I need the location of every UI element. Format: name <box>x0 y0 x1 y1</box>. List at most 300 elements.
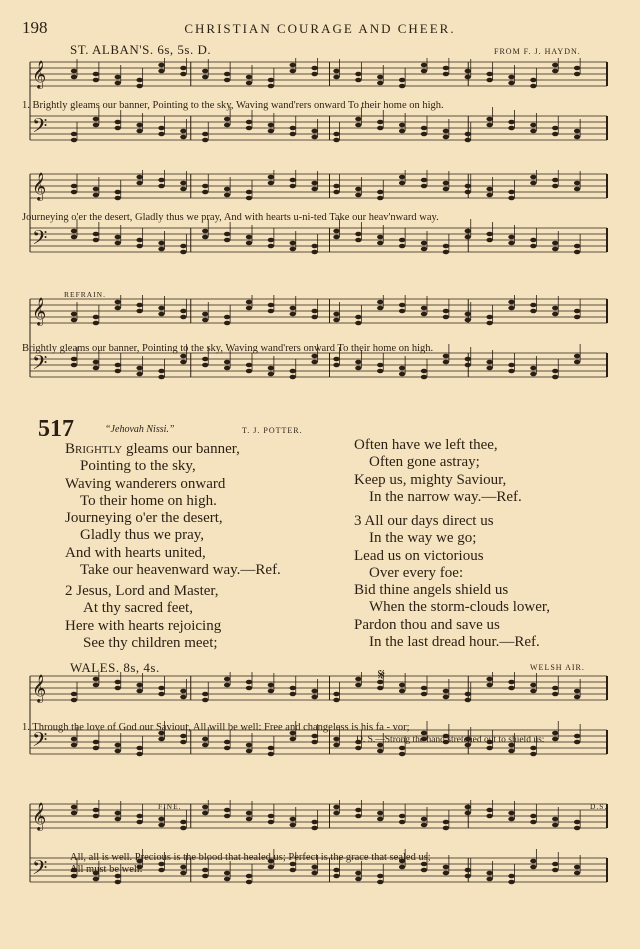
note-head <box>377 196 383 201</box>
note-head <box>180 820 186 825</box>
note-head <box>421 375 427 380</box>
note-head <box>115 235 121 240</box>
note-head <box>115 196 121 201</box>
note-head <box>180 354 186 359</box>
note-head <box>246 235 252 240</box>
note-head <box>136 820 142 825</box>
note-head <box>508 196 514 201</box>
note-head <box>180 360 186 365</box>
note-head <box>115 306 121 311</box>
note-head <box>224 683 230 688</box>
note-head <box>465 190 471 195</box>
note-head <box>158 69 164 74</box>
note-head <box>311 135 317 140</box>
note-head <box>71 811 77 816</box>
verse-line: Pointing to the sky, <box>80 458 196 475</box>
note-head <box>93 321 99 326</box>
note-head <box>136 244 142 249</box>
verse-1 <box>65 441 281 579</box>
note-head <box>399 129 405 134</box>
note-head <box>574 871 580 876</box>
note-head <box>399 244 405 249</box>
note-head <box>421 178 427 183</box>
note-head <box>290 817 296 822</box>
note-head <box>530 123 536 128</box>
note-head <box>158 306 164 311</box>
note-head <box>333 138 339 143</box>
note-head <box>202 868 208 873</box>
note-head <box>530 175 536 180</box>
note-head <box>136 309 142 314</box>
note-head <box>508 190 514 195</box>
note-head <box>246 874 252 879</box>
note-head <box>486 193 492 198</box>
note-head <box>443 181 449 186</box>
verse-line: gleams our banner, <box>125 441 240 457</box>
note-head <box>158 312 164 317</box>
note-head <box>574 66 580 71</box>
lyrics-line: Brightly gleams our banner, Pointing to the sky, Waving wand'rers onward To their home on high. <box>22 343 434 354</box>
note-head <box>246 196 252 201</box>
note-head <box>136 752 142 757</box>
note-head <box>180 66 186 71</box>
note-head <box>508 126 514 131</box>
verse-line: Bid thine angels shield us <box>354 582 509 599</box>
note-head <box>71 743 77 748</box>
note-head <box>333 69 339 74</box>
note-head <box>202 190 208 195</box>
note-head <box>224 746 230 751</box>
lyrics-line: 1. Brightly gleams our banner, Pointing to the sky, Waving wand'rers onward To their home on high. <box>22 100 444 111</box>
note-head <box>268 372 274 377</box>
note-head <box>311 820 317 825</box>
note-head <box>508 363 514 368</box>
note-head <box>71 318 77 323</box>
note-head <box>202 737 208 742</box>
note-head <box>224 871 230 876</box>
note-head <box>268 84 274 89</box>
note-head <box>290 306 296 311</box>
note-head <box>115 241 121 246</box>
verse-line: Gladly thus we pray, <box>80 527 204 544</box>
note-head <box>115 369 121 374</box>
note-head <box>268 123 274 128</box>
note-head <box>290 369 296 374</box>
note-head <box>246 241 252 246</box>
note-head <box>202 363 208 368</box>
note-head <box>115 81 121 86</box>
note-head <box>486 366 492 371</box>
note-head <box>115 75 121 80</box>
note-head <box>311 734 317 739</box>
note-head <box>93 746 99 751</box>
note-head <box>158 375 164 380</box>
note-head <box>290 132 296 137</box>
note-head <box>333 805 339 810</box>
note-head <box>224 238 230 243</box>
note-head <box>290 247 296 252</box>
note-head <box>202 229 208 234</box>
note-head <box>224 232 230 237</box>
note-head <box>246 300 252 305</box>
note-head <box>136 683 142 688</box>
treble-clef-icon: 𝄞 <box>32 297 47 325</box>
note-head <box>486 808 492 813</box>
ds-label: D.S. <box>590 802 608 811</box>
note-head <box>377 817 383 822</box>
note-head <box>180 135 186 140</box>
note-head <box>377 81 383 86</box>
note-head <box>486 746 492 751</box>
tune-name-text: WALES. <box>70 660 120 675</box>
note-head <box>486 683 492 688</box>
note-head <box>355 683 361 688</box>
tune-meter: 8s, 4s. <box>123 660 160 675</box>
note-head <box>399 683 405 688</box>
note-head <box>508 300 514 305</box>
note-head <box>115 811 121 816</box>
verse-line: In the last dread hour.—Ref. <box>369 634 540 651</box>
note-head <box>574 315 580 320</box>
note-head <box>180 740 186 745</box>
note-head <box>421 312 427 317</box>
note-head <box>115 126 121 131</box>
note-head <box>180 244 186 249</box>
note-head <box>136 129 142 134</box>
note-head <box>355 78 361 83</box>
note-head <box>115 680 121 685</box>
note-head <box>552 178 558 183</box>
note-head <box>158 247 164 252</box>
note-head <box>93 315 99 320</box>
note-head <box>158 63 164 68</box>
note-head <box>508 369 514 374</box>
note-head <box>508 817 514 822</box>
note-head <box>115 363 121 368</box>
tune-credit: WELSH AIR. <box>530 663 585 672</box>
note-head <box>158 126 164 131</box>
note-head <box>224 677 230 682</box>
note-head <box>202 692 208 697</box>
note-head <box>377 880 383 885</box>
note-head <box>552 247 558 252</box>
note-head <box>465 229 471 234</box>
note-head <box>246 811 252 816</box>
note-head <box>530 372 536 377</box>
note-head <box>443 820 449 825</box>
note-head <box>311 871 317 876</box>
note-head <box>574 250 580 255</box>
bass-clef-icon: 𝄢 <box>32 114 48 142</box>
note-head <box>443 129 449 134</box>
note-head <box>574 181 580 186</box>
note-head <box>465 235 471 240</box>
note-head <box>465 868 471 873</box>
note-head <box>508 81 514 86</box>
verse-3 <box>354 513 550 651</box>
note-head <box>202 811 208 816</box>
note-head <box>333 312 339 317</box>
note-head <box>443 360 449 365</box>
note-head <box>399 238 405 243</box>
note-head <box>224 360 230 365</box>
note-head <box>311 740 317 745</box>
note-head <box>93 877 99 882</box>
note-head <box>268 366 274 371</box>
note-head <box>465 357 471 362</box>
note-head <box>465 318 471 323</box>
note-head <box>377 120 383 125</box>
verse-2 <box>65 583 221 652</box>
note-head <box>552 369 558 374</box>
note-head <box>530 366 536 371</box>
note-head <box>443 865 449 870</box>
note-head <box>508 874 514 879</box>
bass-clef-icon: 𝄢 <box>32 226 48 254</box>
note-head <box>311 244 317 249</box>
note-head <box>355 72 361 77</box>
note-head <box>486 72 492 77</box>
note-head <box>93 193 99 198</box>
note-head <box>552 823 558 828</box>
verse-2-continued <box>354 437 522 506</box>
note-head <box>399 175 405 180</box>
note-head <box>530 859 536 864</box>
note-head <box>465 811 471 816</box>
note-head <box>486 814 492 819</box>
note-head <box>333 75 339 80</box>
note-head <box>355 193 361 198</box>
note-head <box>465 692 471 697</box>
note-head <box>399 865 405 870</box>
note-head <box>290 126 296 131</box>
note-head <box>421 132 427 137</box>
verse-line: See thy children meet; <box>83 634 218 651</box>
lyrics-line: All, all is well. Precious is the blood that healed us; Perfect is the grace that sealed us; <box>70 852 431 863</box>
note-head <box>508 749 514 754</box>
note-head <box>443 689 449 694</box>
note-head <box>486 315 492 320</box>
note-head <box>399 366 405 371</box>
note-head <box>574 360 580 365</box>
note-head <box>246 306 252 311</box>
note-head <box>224 72 230 77</box>
note-head <box>377 686 383 691</box>
note-head <box>224 315 230 320</box>
note-head <box>268 820 274 825</box>
note-head <box>486 360 492 365</box>
note-head <box>443 135 449 140</box>
note-head <box>465 698 471 703</box>
note-head <box>202 743 208 748</box>
note-head <box>93 78 99 83</box>
note-head <box>71 357 77 362</box>
note-head <box>377 235 383 240</box>
note-head <box>311 72 317 77</box>
note-head <box>202 805 208 810</box>
note-head <box>377 874 383 879</box>
note-head <box>246 686 252 691</box>
note-head <box>399 372 405 377</box>
note-head <box>136 181 142 186</box>
note-head <box>399 309 405 314</box>
hymn-subtitle: “Jehovah Nissi.” <box>105 424 175 435</box>
note-head <box>530 244 536 249</box>
note-head <box>530 129 536 134</box>
note-head <box>290 178 296 183</box>
note-head <box>355 814 361 819</box>
verse-line: To their home on high. <box>80 492 217 509</box>
note-head <box>224 78 230 83</box>
note-head <box>290 312 296 317</box>
running-title: CHRISTIAN COURAGE AND CHEER. <box>184 21 456 36</box>
note-head <box>399 123 405 128</box>
note-head <box>421 868 427 873</box>
note-head <box>355 871 361 876</box>
note-head <box>290 823 296 828</box>
note-head <box>530 689 536 694</box>
note-head <box>202 184 208 189</box>
note-head <box>377 369 383 374</box>
note-head <box>377 300 383 305</box>
note-head <box>508 680 514 685</box>
note-head <box>333 363 339 368</box>
bass-clef-icon: 𝄢 <box>32 856 48 884</box>
verse-line: In the way we go; <box>369 530 477 547</box>
note-head <box>224 740 230 745</box>
verse-lead-word: Brightly <box>65 441 123 457</box>
note-head <box>290 686 296 691</box>
note-head <box>530 820 536 825</box>
note-head <box>399 181 405 186</box>
note-head <box>246 880 252 885</box>
note-head <box>355 746 361 751</box>
note-head <box>246 817 252 822</box>
note-head <box>268 303 274 308</box>
note-head <box>290 737 296 742</box>
verse-line: Often gone astray; <box>369 454 480 471</box>
note-head <box>224 814 230 819</box>
note-head <box>136 303 142 308</box>
note-head <box>465 132 471 137</box>
note-head <box>377 306 383 311</box>
note-head <box>71 132 77 137</box>
note-head <box>268 238 274 243</box>
note-head <box>333 692 339 697</box>
note-head <box>486 78 492 83</box>
note-head <box>93 740 99 745</box>
note-head <box>486 321 492 326</box>
note-head <box>333 184 339 189</box>
note-head <box>552 63 558 68</box>
note-head <box>355 238 361 243</box>
lyrics-line: 1. Through the love of God our Saviour, All will be well: Free and changeless is his fa - vor; <box>22 722 410 733</box>
note-head <box>574 740 580 745</box>
verse-line: Waving wanderers onward <box>65 475 226 492</box>
note-head <box>355 321 361 326</box>
note-head <box>268 689 274 694</box>
note-head <box>399 303 405 308</box>
note-head <box>158 178 164 183</box>
note-head <box>180 187 186 192</box>
verse-line: Keep us, mighty Saviour, <box>354 471 507 488</box>
verse-line: Over every foe: <box>369 564 464 581</box>
note-head <box>355 808 361 813</box>
note-head <box>486 232 492 237</box>
note-head <box>421 692 427 697</box>
note-head <box>355 117 361 122</box>
note-head <box>202 138 208 143</box>
note-head <box>574 734 580 739</box>
note-head <box>486 238 492 243</box>
note-head <box>224 117 230 122</box>
note-head <box>530 683 536 688</box>
staff-system <box>22 800 612 900</box>
note-head <box>333 811 339 816</box>
note-head <box>465 75 471 80</box>
verse-line: Take our heavenward way.—Ref. <box>80 562 281 579</box>
note-head <box>268 683 274 688</box>
note-head <box>508 811 514 816</box>
note-head <box>71 692 77 697</box>
note-head <box>443 871 449 876</box>
note-head <box>530 181 536 186</box>
tune-meter: 6s, 5s. D. <box>157 42 212 57</box>
note-head <box>311 689 317 694</box>
note-head <box>552 868 558 873</box>
note-head <box>224 808 230 813</box>
treble-clef-icon: 𝄞 <box>32 802 47 830</box>
note-head <box>465 138 471 143</box>
note-head <box>530 814 536 819</box>
note-head <box>115 300 121 305</box>
note-head <box>377 75 383 80</box>
note-head <box>355 232 361 237</box>
note-head <box>136 746 142 751</box>
note-head <box>552 817 558 822</box>
note-head <box>180 315 186 320</box>
note-head <box>180 689 186 694</box>
note-head <box>574 135 580 140</box>
note-head <box>377 241 383 246</box>
note-head <box>355 315 361 320</box>
note-head <box>399 746 405 751</box>
note-head <box>443 354 449 359</box>
note-head <box>486 877 492 882</box>
note-head <box>399 689 405 694</box>
note-head <box>136 84 142 89</box>
note-head <box>574 244 580 249</box>
note-head <box>224 877 230 882</box>
note-head <box>574 865 580 870</box>
note-head <box>311 354 317 359</box>
note-head <box>71 184 77 189</box>
note-head <box>268 752 274 757</box>
note-head <box>268 865 274 870</box>
note-head <box>333 868 339 873</box>
note-head <box>136 123 142 128</box>
note-head <box>311 315 317 320</box>
note-head <box>443 826 449 831</box>
verse-line: At thy sacred feet, <box>83 600 193 617</box>
treble-clef-icon: 𝄞 <box>32 172 47 200</box>
note-head <box>224 321 230 326</box>
note-head <box>246 680 252 685</box>
note-head <box>268 181 274 186</box>
note-head <box>158 686 164 691</box>
note-head <box>552 862 558 867</box>
note-head <box>486 187 492 192</box>
